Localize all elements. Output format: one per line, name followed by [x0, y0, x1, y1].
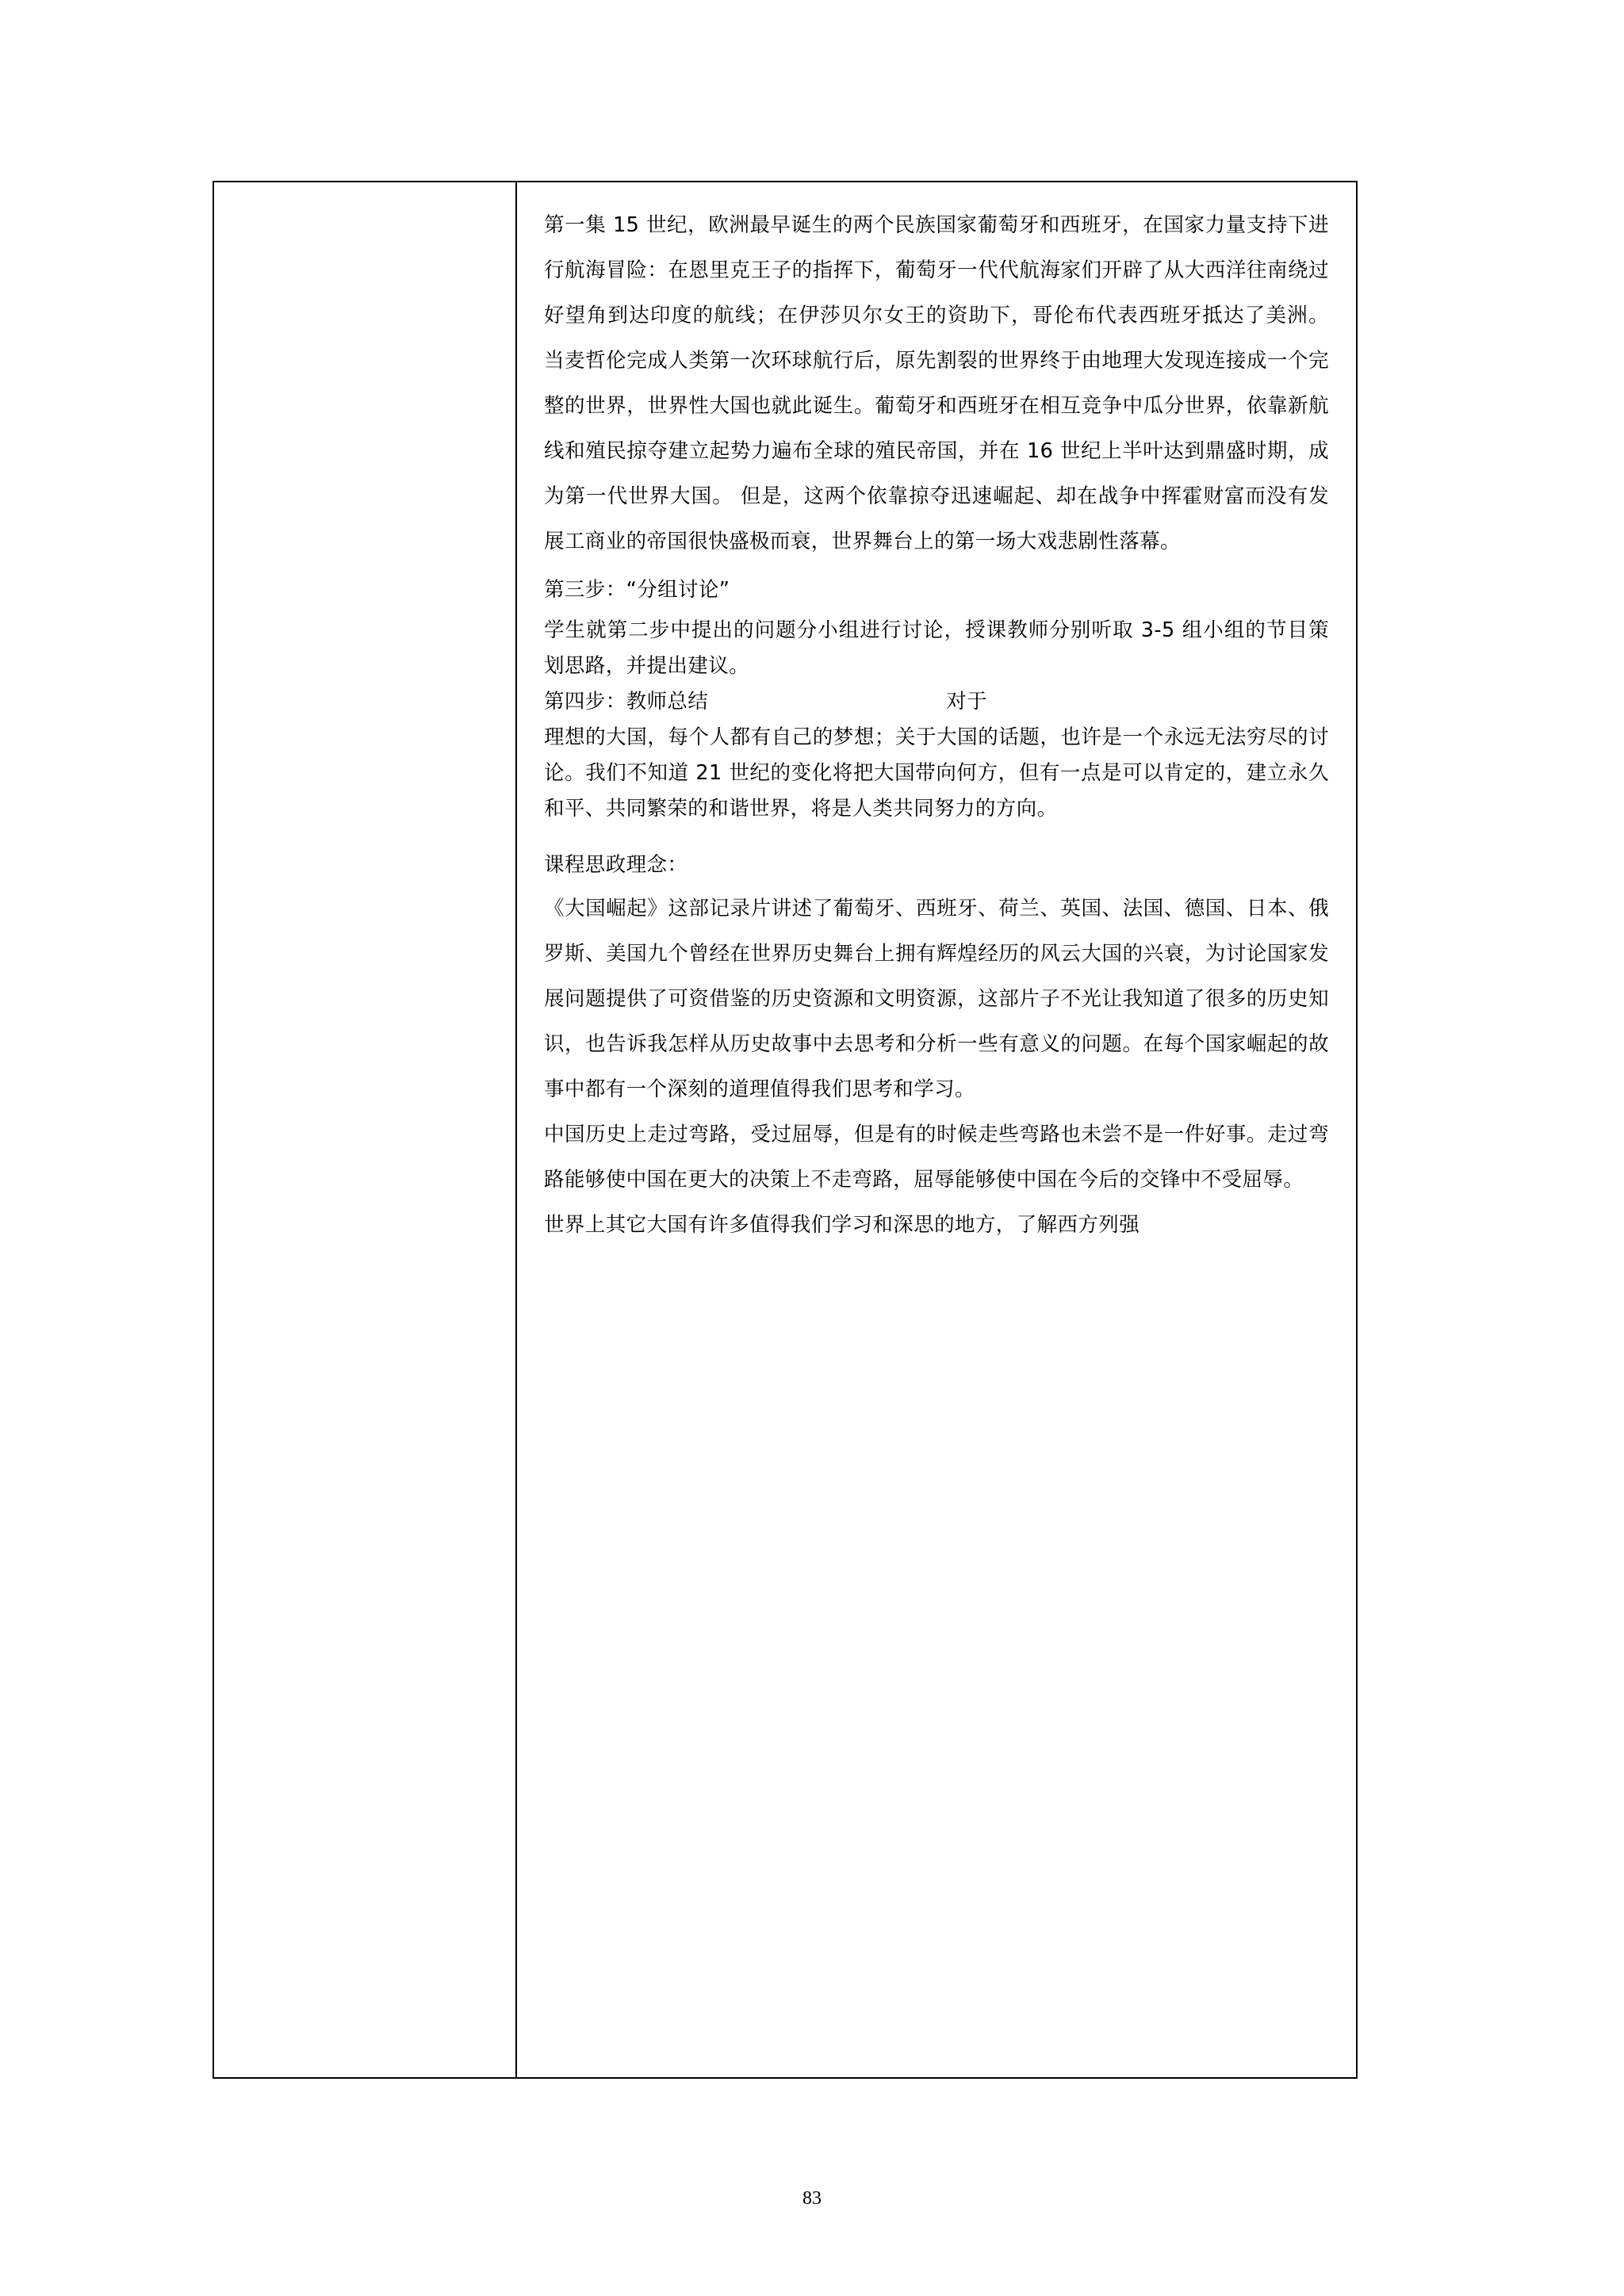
content-table — [213, 181, 1358, 2079]
paragraph-ideology-title: 课程思政理念： — [544, 853, 688, 877]
paragraph-ideology-body-2: 中国历史上走过弯路，受过屈辱，但是有的时候走些弯路也未尝不是一件好事。走过弯路能够使中国在更大的决策上不走弯路，屈辱能够使中国在今后的交锋中不受屈辱。 — [544, 1123, 1329, 1192]
paragraph-step-four-line — [544, 684, 1329, 720]
paragraph-episode-one: 第一集 15 世纪，欧洲最早诞生的两个民族国家葡萄牙和西班牙，在国家力量支持下进行航海冒险：在恩里克王子的指挥下，葡萄牙一代代航海家们开辟了从大西洋往南绕过好望角到达印度的航线；在伊莎贝尔女王的资助下，哥伦布代表西班牙抵达了美洲。 当麦哲伦完成人类第一次环球航行后，原先割裂的世界终于由地理大发现连接成一个完整的世界，世界性大国也就此诞生。葡萄牙和西班牙在相互竞争中瓜分世界，依靠新航线和殖民掠夺建立起势力遍布全球的殖民帝国，并在 16 世纪上半叶达到鼎盛时期，成为第一代世界大国。 但是，这两个依靠掠夺迅速崛起、却在战争中挥霍财富而没有发展工商业的帝国很快盛极而衰，世界舞台上的第一场大戏悲剧性落幕。 — [544, 213, 1329, 553]
paragraph-step-four-body: 理想的大国，每个人都有自己的梦想；关于大国的话题，也许是一个永远无法穷尽的讨论。我们不知道 21 世纪的变化将把大国带向何方，但有一点是可以肯定的，建立永久和平、共同繁荣的和谐世界，将是人类共同努力的方向。 — [544, 725, 1329, 821]
paragraph-step-three-body: 学生就第二步中提出的问题分小组进行讨论，授课教师分别听取 3-5 组小组的节目策划思路，并提出建议。 — [544, 618, 1329, 678]
step-four-title-text: 第四步：教师总结 — [544, 690, 709, 714]
paragraph-ideology-body-1: 《大国崛起》这部记录片讲述了葡萄牙、西班牙、荷兰、英国、法国、德国、日本、俄罗斯、美国九个曾经在世界历史舞台上拥有辉煌经历的风云大国的兴衰，为讨论国家发展问题提供了可资借鉴的历史资源和文明资源，这部片子不光让我知道了很多的历史知识，也告诉我怎样从历史故事中去思考和分析一些有意义的问题。在每个国家崛起的故事中都有一个深刻的道理值得我们思考和学习。 — [544, 897, 1329, 1101]
right-column-content — [517, 182, 1356, 1272]
paragraph-ideology-body-3: 世界上其它大国有许多值得我们学习和深思的地方，了解西方列强 — [544, 1213, 1140, 1237]
block-spacer — [544, 827, 1329, 848]
page-number: 83 — [802, 2188, 822, 2209]
table-cell-right — [516, 182, 1357, 2078]
table-cell-left — [213, 182, 516, 2078]
paragraph-step-three-title: 第三步：“分组讨论” — [544, 578, 730, 602]
table-row — [213, 182, 1357, 2078]
left-column-content — [214, 182, 515, 2077]
step-four-tail-text: 对于 — [946, 690, 988, 714]
